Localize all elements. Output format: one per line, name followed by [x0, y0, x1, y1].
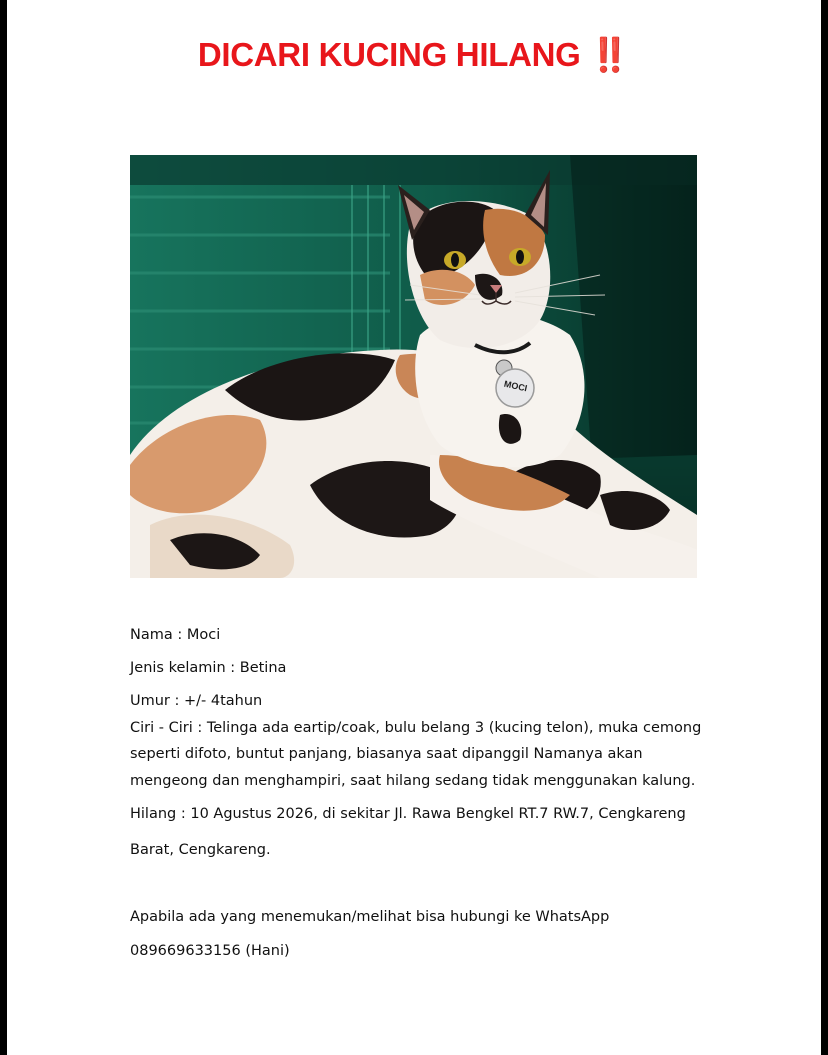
detail-ciri-line3: mengeong dan menghampiri, saat hilang sedang tidak menggunakan kalung. — [130, 773, 696, 789]
cat-photo — [130, 155, 697, 578]
contact-line1: Apabila ada yang menemukan/melihat bisa hubungi ke WhatsApp — [130, 909, 610, 925]
contact-phone: 089669633156 (Hani) — [130, 943, 290, 959]
detail-nama: Nama : Moci — [130, 627, 221, 643]
detail-hilang-line2: Barat, Cengkareng. — [130, 842, 271, 858]
cat-illustration — [130, 155, 697, 578]
detail-ciri-line2: seperti difoto, buntut panjang, biasanya saat dipanggil Namanya akan — [130, 746, 643, 762]
detail-umur: Umur : +/- 4tahun — [130, 693, 263, 709]
poster-title: DICARI KUCING HILANG ‼️ — [197, 36, 631, 73]
poster-page — [7, 0, 821, 1055]
collar-tag-text: MOCI — [503, 378, 529, 394]
detail-jenis-kelamin: Jenis kelamin : Betina — [130, 660, 287, 676]
detail-ciri-line1: Ciri - Ciri : Telinga ada eartip/coak, bulu belang 3 (kucing telon), muka cemong — [130, 720, 702, 736]
detail-hilang-line1: Hilang : 10 Agustus 2026, di sekitar Jl. Rawa Bengkel RT.7 RW.7, Cengkareng — [130, 806, 686, 822]
